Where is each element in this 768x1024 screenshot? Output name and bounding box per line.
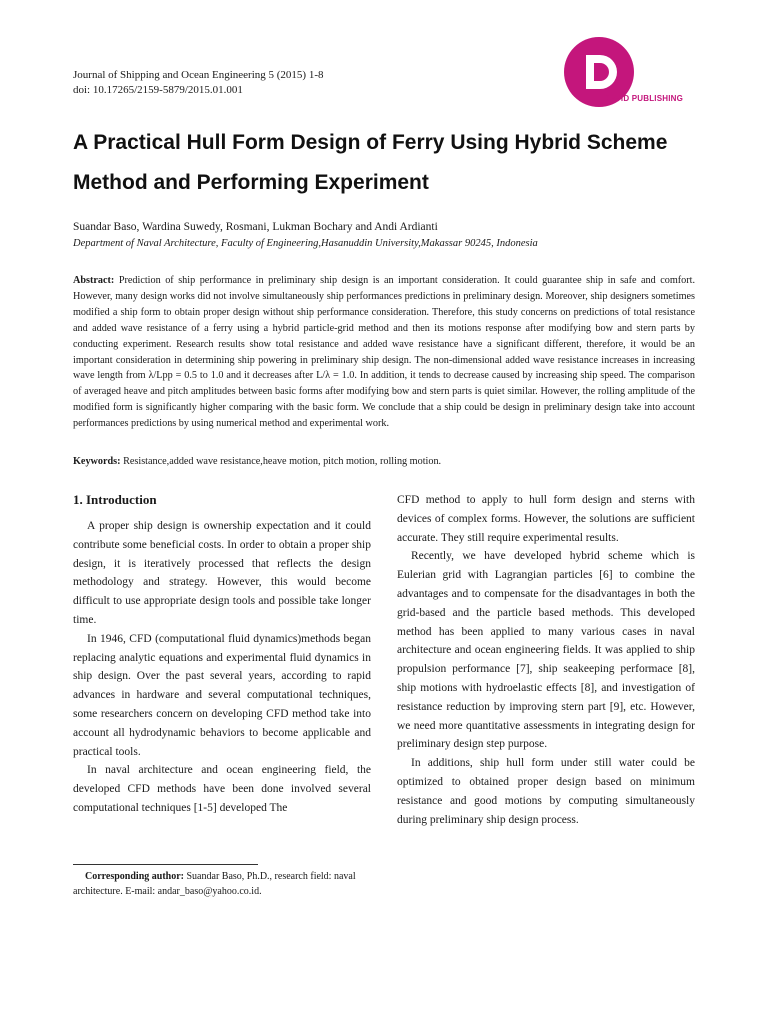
logo-text: DAVID PUBLISHING <box>604 94 684 103</box>
paragraph: A proper ship design is ownership expectation and it could contribute some beneficial costs. In order to obtain a proper ship design, it is iteratively processed that reflects the design methodology and strategy. However, this would become difficult to use appropriate design tools and possible take longer time. <box>73 520 371 626</box>
affiliation: Department of Naval Architecture, Faculty of Engineering,Hasanuddin University,Makassar 90245, Indonesia <box>73 238 538 249</box>
abstract <box>73 273 695 432</box>
paragraph: In additions, ship hull form under still water could be optimized to obtained proper design based on minimum resistance and good motions by computing simultaneously during preliminary ship design process. <box>397 757 695 826</box>
paragraph: CFD method to apply to hull form design and sterns with devices of complex forms. However, the solutions are sufficient accurate. They still require experimental results. <box>397 494 695 544</box>
publisher-logo <box>560 37 700 109</box>
footnote-label: Corresponding author: <box>85 871 184 882</box>
journal-citation: Journal of Shipping and Ocean Engineering 5 (2015) 1-8 <box>73 69 324 81</box>
authors: Suandar Baso, Wardina Suwedy, Rosmani, Lukman Bochary and Andi Ardianti <box>73 221 438 233</box>
keywords-text: Resistance,added wave resistance,heave motion, pitch motion, rolling motion. <box>123 456 442 467</box>
section-heading: 1. Introduction <box>73 492 157 507</box>
paragraph: In 1946, CFD (computational fluid dynamics)methods began replacing analytic equations and experimental fluid dynamics in ship design. Over the past several years, according to rapid advances in hardware and several computational techniques, some researchers concern on developing CFD method take into account all hydrodynamic behaviors to become applicable and practical tools. <box>73 632 371 758</box>
paragraph: Recently, we have developed hybrid scheme which is Eulerian grid with Lagrangian particles [6] to combine the advantages and to compensate for the disadvantages in both the grid-based and the particle based methods. This developed method has been applied to many various cases in naval architecture and ocean engineering fields. It was applied to ship propulsion performance [7], ship seakeeping performace [8], ship motions with hydroelastic effects [8], and investigation of resistance reduction by improving stern part [9], etc. However, we need more quantitative assessments in integrating design for preliminary design step purpose. <box>397 550 695 751</box>
right-column <box>397 491 695 829</box>
paper-title: A Practical Hull Form Design of Ferry Using Hybrid Scheme Method and Performing Experiment <box>73 131 668 194</box>
abstract-text: Prediction of ship performance in preliminary ship design is an important consideration. It could guarantee ship in safe and comfort. However, many design works did not involve simultaneously ship performances predictions in preliminary design. Moreover, ship designers sometimes modified a ship form to obtain proper design without ship performance consideration. Therefore, this study concerns on predictions of total resistance and added wave resistance of a ferry using a hybrid particle-grid method and then its motions response after modifying bow and stern parts by conducting experiment. Research results show total resistance and added wave resistance have a significant different, therefore, it would be an important consideration in determining ship powering in preliminary ship design. The non-dimensional added wave resistance increases in increasing wave length from λ/Lpp = 0.5 to 1.0 and it decreases after L/λ = 1.0. In addition, it tends to decrease caused by increasing ship speed. The comparison of averaged heave and pitch amplitudes between basic forms after modifying bow and stern parts is quiet similar. However, the rolling amplitude of the modified form is significantly higher comparing with the basic form. We conclude that a ship could be design in preliminary design take into account performances predictions by using numerical method and experimental work. <box>73 275 695 430</box>
footnote-text: Suandar Baso, Ph.D., research field: naval architecture. E-mail: andar_baso@yahoo.co.id. <box>73 871 356 897</box>
left-column <box>73 517 371 818</box>
journal-doi: doi: 10.17265/2159-5879/2015.01.001 <box>73 84 243 96</box>
footnote <box>73 869 373 899</box>
journal-info <box>73 68 324 98</box>
keywords-label: Keywords: <box>73 456 121 467</box>
keywords <box>73 456 695 467</box>
paragraph: In naval architecture and ocean engineering field, the developed CFD methods have been done involved several computational techniques [1-5] developed The <box>73 764 371 814</box>
footnote-divider <box>73 864 258 865</box>
abstract-label: Abstract: <box>73 275 115 286</box>
